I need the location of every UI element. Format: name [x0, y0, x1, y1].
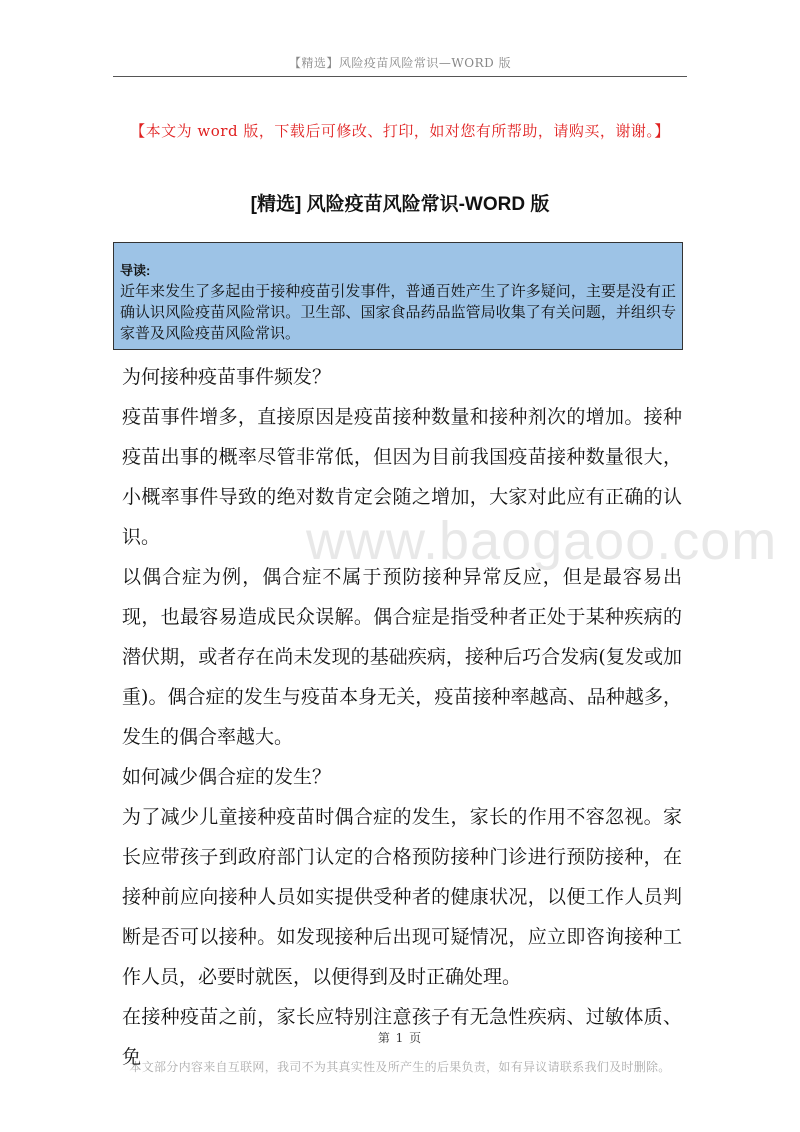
- document-title: [精选] 风险疫苗风险常识-WORD 版: [250, 194, 550, 215]
- header-divider: [113, 76, 687, 77]
- body-paragraph: 疫苗事件增多，直接原因是疫苗接种数量和接种剂次的增加。接种疫苗出事的概率尽管非常低，但因为目前我国疫苗接种数量很大，小概率事件导致的绝对数肯定会随之增加，大家对此应有正确的认识。: [122, 406, 682, 548]
- page-number: 第 1 页: [377, 1031, 423, 1045]
- page-footer: 本文部分内容来自互联网，我司不为其真实性及所产生的后果负责，如有异议请联系我们及时删除。: [129, 1060, 671, 1074]
- guide-text: 近年来发生了多起由于接种疫苗引发事件，普通百姓产生了许多疑问，主要是没有正确认识风险疫苗风险常识。卫生部、国家食品药品监管局收集了有关问题，并组织专家普及风险疫苗风险常识。: [120, 282, 676, 342]
- body-paragraph: 为了减少儿童接种疫苗时偶合症的发生，家长的作用不容忽视。家长应带孩子到政府部门认定的合格预防接种门诊进行预防接种，在接种前应向接种人员如实提供受种者的健康状况，以便工作人员判断是否可以接种。如发现接种后出现可疑情况，应立即咨询接种工作人员，必要时就医，以便得到及时正确处理。: [122, 806, 682, 988]
- body-paragraph: 以偶合症为例，偶合症不属于预防接种异常反应，但是最容易出现，也最容易造成民众误解。偶合症是指受种者正处于某种疾病的潜伏期，或者存在尚未发现的基础疾病，接种后巧合发病(复发或加重)。偶合症的发生与疫苗本身无关，疫苗接种率越高、品种越多，发生的偶合率越大。: [122, 566, 682, 748]
- document-body: [122, 357, 682, 1077]
- guide-box: [113, 242, 683, 350]
- section-heading: 为何接种疫苗事件频发？: [122, 366, 332, 388]
- body-paragraph: 在接种疫苗之前，家长应特别注意孩子有无急性疾病、过敏体质、免: [122, 1006, 682, 1068]
- page-header: 【精选】风险疫苗风险常识—WORD 版: [288, 56, 512, 70]
- guide-title: 导读:: [120, 263, 151, 278]
- section-heading: 如何减少偶合症的发生？: [122, 766, 332, 788]
- purchase-notice: 【本文为 word 版，下载后可修改、打印，如对您有所帮助，请购买，谢谢。】: [130, 122, 670, 140]
- watermark: www.baogaoo.com: [306, 511, 778, 571]
